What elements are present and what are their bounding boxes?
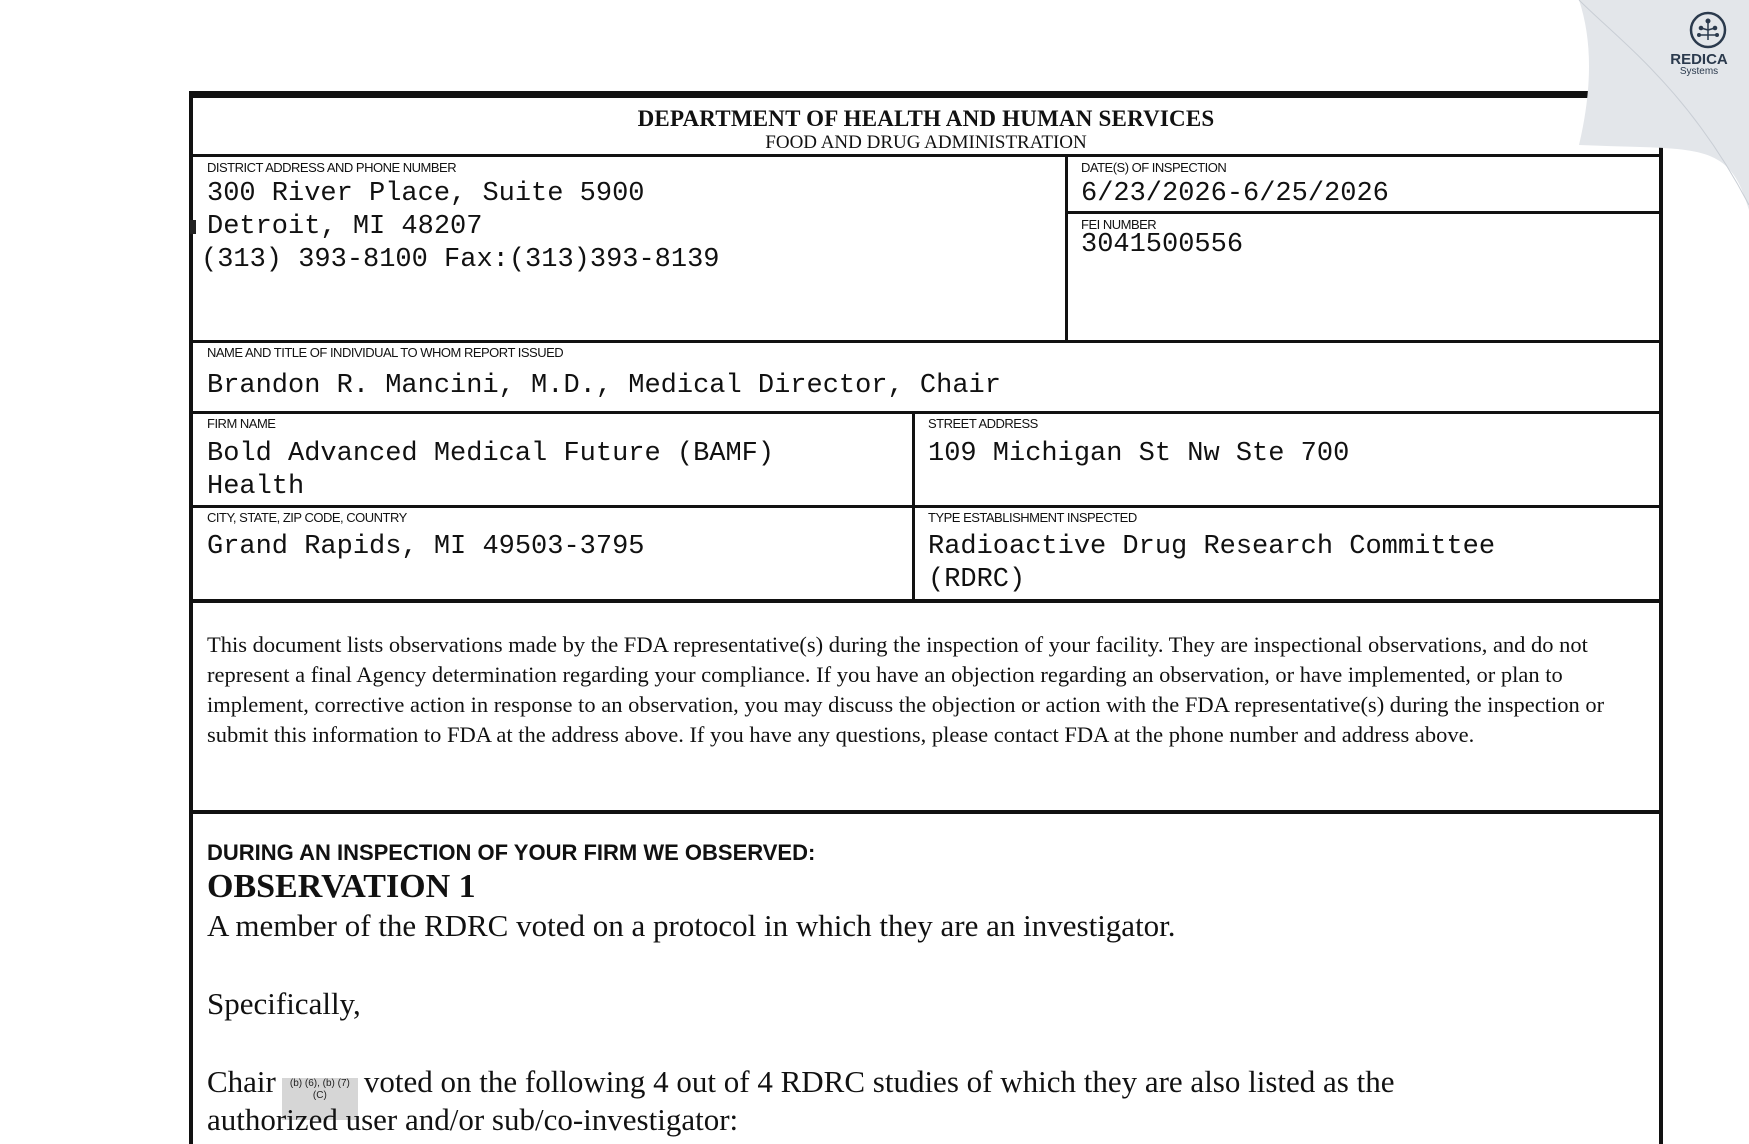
fda-483-form	[189, 94, 1663, 1144]
disclaimer-paragraph: This document lists observations made by the FDA representative(s) during the inspection of your facility. They are inspectional observations, and do not represent a final Agency determination regarding your compliance. If you have an objection regarding an observation, or have implemented, or plan to implement, corrective action in response to an observation, you may discuss the objection or action with the FDA representative(s) during the inspection or submit this information to FDA at the address above. If you have any questions, please contact FDA at the phone number and address above.	[207, 632, 1605, 747]
divider	[193, 154, 1659, 157]
chair-prefix: Chair	[207, 1064, 276, 1099]
inspection-dates-value: 6/23/2026-6/25/2026	[1081, 179, 1389, 209]
establishment-type-line1: Radioactive Drug Research Committee	[928, 532, 1496, 562]
firm-name-line2: Health	[207, 472, 305, 502]
redaction-code-line2: (C)	[312, 1090, 327, 1101]
divider	[1065, 211, 1659, 214]
establishment-type-label: TYPE ESTABLISHMENT INSPECTED	[928, 510, 1137, 525]
district-address-line2: Detroit, MI 48207	[207, 212, 483, 242]
street-address-value: 109 Michigan St Nw Ste 700	[928, 439, 1350, 469]
district-label: DISTRICT ADDRESS AND PHONE NUMBER	[207, 160, 457, 175]
fei-value: 3041500556	[1081, 230, 1244, 260]
fei-label: FEI NUMBER	[1081, 217, 1157, 232]
district-phone: (313) 393-8100 Fax:(313)393-8139	[201, 245, 720, 275]
brand-name: REDICA	[1670, 51, 1728, 68]
observation-title: OBSERVATION 1	[207, 868, 476, 905]
firm-name-label: FIRM NAME	[207, 416, 276, 431]
redaction-code-line1: (b) (6), (b) (7)	[289, 1078, 350, 1089]
divider	[193, 599, 1659, 603]
margin-mark	[190, 220, 196, 234]
observation-continuation: authorized user and/or sub/co-investigator:	[207, 1102, 739, 1137]
report-to-label: NAME AND TITLE OF INDIVIDUAL TO WHOM REPORT ISSUED	[207, 345, 564, 360]
establishment-type-line2: (RDRC)	[928, 565, 1026, 595]
brand-tagline: Systems	[1679, 66, 1719, 77]
firm-name-line1: Bold Advanced Medical Future (BAMF)	[207, 439, 775, 469]
city-value: Grand Rapids, MI 49503-3795	[207, 532, 645, 562]
divider	[193, 411, 1659, 414]
observation-specifically: Specifically,	[207, 986, 361, 1021]
divider	[193, 340, 1659, 343]
divider	[193, 810, 1659, 814]
department-title: DEPARTMENT OF HEALTH AND HUMAN SERVICES	[637, 106, 1215, 131]
observation-statement: A member of the RDRC voted on a protocol in which they are an investigator.	[207, 908, 1176, 943]
city-label: CITY, STATE, ZIP CODE, COUNTRY	[207, 510, 407, 525]
redica-tree-icon	[1688, 10, 1728, 50]
divider	[193, 505, 1659, 508]
inspection-dates-label: DATE(S) OF INSPECTION	[1081, 160, 1227, 175]
report-to-value: Brandon R. Mancini, M.D., Medical Director, Chair	[207, 371, 1001, 401]
chair-suffix: voted on the following 4 out of 4 RDRC studies of which they are also listed as the	[363, 1064, 1395, 1099]
observations-heading: DURING AN INSPECTION OF YOUR FIRM WE OBSERVED:	[207, 840, 816, 865]
agency-subtitle: FOOD AND DRUG ADMINISTRATION	[765, 132, 1087, 153]
street-address-label: STREET ADDRESS	[928, 416, 1038, 431]
divider	[1065, 154, 1068, 340]
district-address-line1: 300 River Place, Suite 5900	[207, 179, 645, 209]
